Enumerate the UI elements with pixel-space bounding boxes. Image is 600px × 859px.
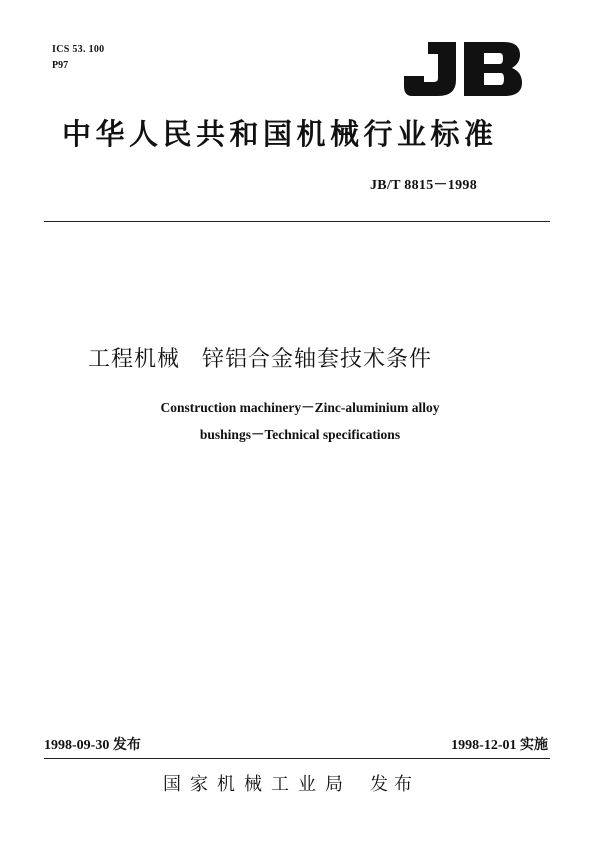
standard-number: JB/T 8815－1998 (370, 178, 478, 193)
top-divider (44, 221, 550, 222)
chinese-title (88, 342, 528, 373)
issue-date: 1998-09-30 发布 (44, 738, 141, 753)
chinese-title-part2: 锌铝合金轴套技术条件 (202, 347, 433, 372)
chinese-title-part1: 工程机械 (88, 347, 181, 372)
english-title-line1: Construction machinery－Zinc-aluminium alloy (160, 400, 440, 415)
publisher-name: 国家机械工业局 (163, 774, 352, 795)
publisher-action: 发布 (370, 774, 418, 795)
classification-code: P97 (52, 60, 69, 71)
implementation-date: 1998-12-01 实施 (451, 738, 548, 753)
english-title-line2: bushings－Technical specifications (199, 427, 401, 442)
standard-category-title: 中华人民共和国机械行业标准 (62, 117, 498, 151)
jb-logo (404, 40, 522, 98)
ics-code: ICS 53. 100 (52, 44, 105, 55)
bottom-divider (44, 758, 550, 759)
